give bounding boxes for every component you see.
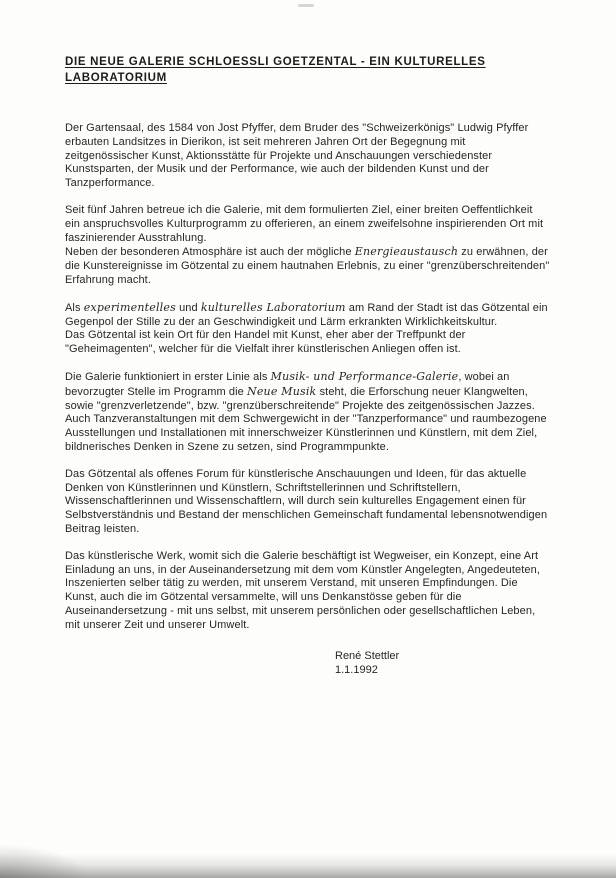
paragraph-4-italic-term: Neue Musik [247, 384, 317, 398]
paragraph-3-segment: Als [65, 301, 84, 314]
title-line-2: LABORATORIUM [65, 72, 167, 84]
paragraph-3-segment: Das Götzental ist kein Ort für den Handel mit Kunst, eher aber der Treffpunkt der "Geheimagenten", welcher für die Vielfalt ihrer künstlerischen Anliegen offen ist. [65, 329, 466, 356]
paragraph-2 [65, 204, 550, 288]
paragraph-2-segment: Seit fünf Jahren betreue ich die Galerie, mit dem formulierten Ziel, einer breiten Oeffentlichkeit ein anspruchsvolles Kulturprogramm zu offerieren, an einem zweifelsohne inspirierenden Ort mit faszinierender Ausstrahlung. [65, 203, 544, 244]
paragraph-6: Das künstlerische Werk, womit sich die Galerie beschäftigt ist Wegweiser, ein Konzept, eine Art Einladung an uns, in der Auseinandersetzung mit dem vom Künstler Angelegten, Angedeuteten, Inszenierten selber tätig zu werden, mit unserem Verstand, mit unseren Empfindungen. Die Kunst, auch die im Götzental versammelte, will uns Denkanstösse geben für die Auseinandersetzung - mit uns selbst, mit unserem persönlichen oder gesellschaftlichen Leben, mit unserer Zeit und unserer Umwelt. [65, 549, 540, 631]
paragraph-4 [65, 370, 550, 455]
paragraph-2-segment: Neben der besonderen Atmosphäre ist auch der mögliche [65, 246, 355, 259]
paragraph-3-segment: am Rand der Stadt ist das Götzental ein Gegenpol der Stille zu der an Geschwindigkeit und Lärm erkrankten Wirklichkeitskultur. [65, 301, 548, 328]
paragraph-3-italic-term: experimentelles [83, 300, 176, 314]
signature-block [335, 649, 550, 678]
scan-artifact-top [298, 4, 314, 7]
paragraph-4-segment: Die Galerie funktioniert in erster Linie als [65, 370, 271, 383]
paragraph-4-italic-term: Musik- und Performance-Galerie [270, 369, 459, 383]
signature-name: René Stettler [335, 649, 400, 662]
paragraph-3-segment: und [175, 301, 201, 314]
document-title [65, 54, 550, 86]
title-line-1: DIE NEUE GALERIE SCHLOESSLI GOETZENTAL - EIN KULTURELLES [65, 56, 486, 68]
signature-date: 1.1.1992 [335, 664, 378, 676]
paragraph-5: Das Götzental als offenes Forum für künstlerische Anschauungen und Ideen, für das aktuelle Denken von Künstlerinnen und Künstlern, Schriftstellerinnen und Schriftstellern, Wissenschaftlerinnen und Wissenschaftlern, will durch sein kulturelles Engagement einen für Selbstverständnis und Bestand der menschlichen Gemeinschaft fundamental lebensnotwendigen Beitrag leisten. [65, 467, 548, 535]
paragraph-3 [65, 301, 550, 357]
scan-artifact-bottom-edge [0, 854, 616, 878]
paragraph-4-segment: , wobei an bevorzugter Stelle im Programm die [65, 370, 510, 398]
paragraph-4-segment: steht, die Erforschung neuer Klangwelten, sowie "grenzverletzende", bzw. "grenzüberschreitende" Projekte des zeitgenössischen Jazzes. Auch Tanzveranstaltungen mit dem Schwergewicht in der "Tanzperformance" und raumbezogene Ausstellungen und Installationen mit innerschweizer Künstlerinnen und Künstlern, mit dem Ziel, bildnerisches Denken in Szene zu setzen, sind Programmpunkte. [65, 385, 547, 453]
paragraph-2-italic-term: Energieaustausch [354, 245, 459, 259]
paragraph-3-italic-term: kulturelles Laboratorium [200, 300, 346, 314]
paragraph-1: Der Gartensaal, des 1584 von Jost Pfyffer, dem Bruder des "Schweizerkönigs" Ludwig Pfyffer erbauten Landsitzes in Dierikon, ist seit mehreren Jahren Ort der Begegnung mit zeitgenössischer Kunst, Aktionsstätte für Projekte und Anschauungen verschiedenster Kunstsparten, der Musik und der Performance, wie auch der bildenden Kunst und der Tanzperformance. [65, 122, 529, 190]
paragraph-2-segment: zu erwähnen, der die Kunstereignisse im Götzental zu einem hautnahen Erlebnis, zu einer "grenzüberschreitenden" Erfahrung macht. [65, 246, 550, 286]
